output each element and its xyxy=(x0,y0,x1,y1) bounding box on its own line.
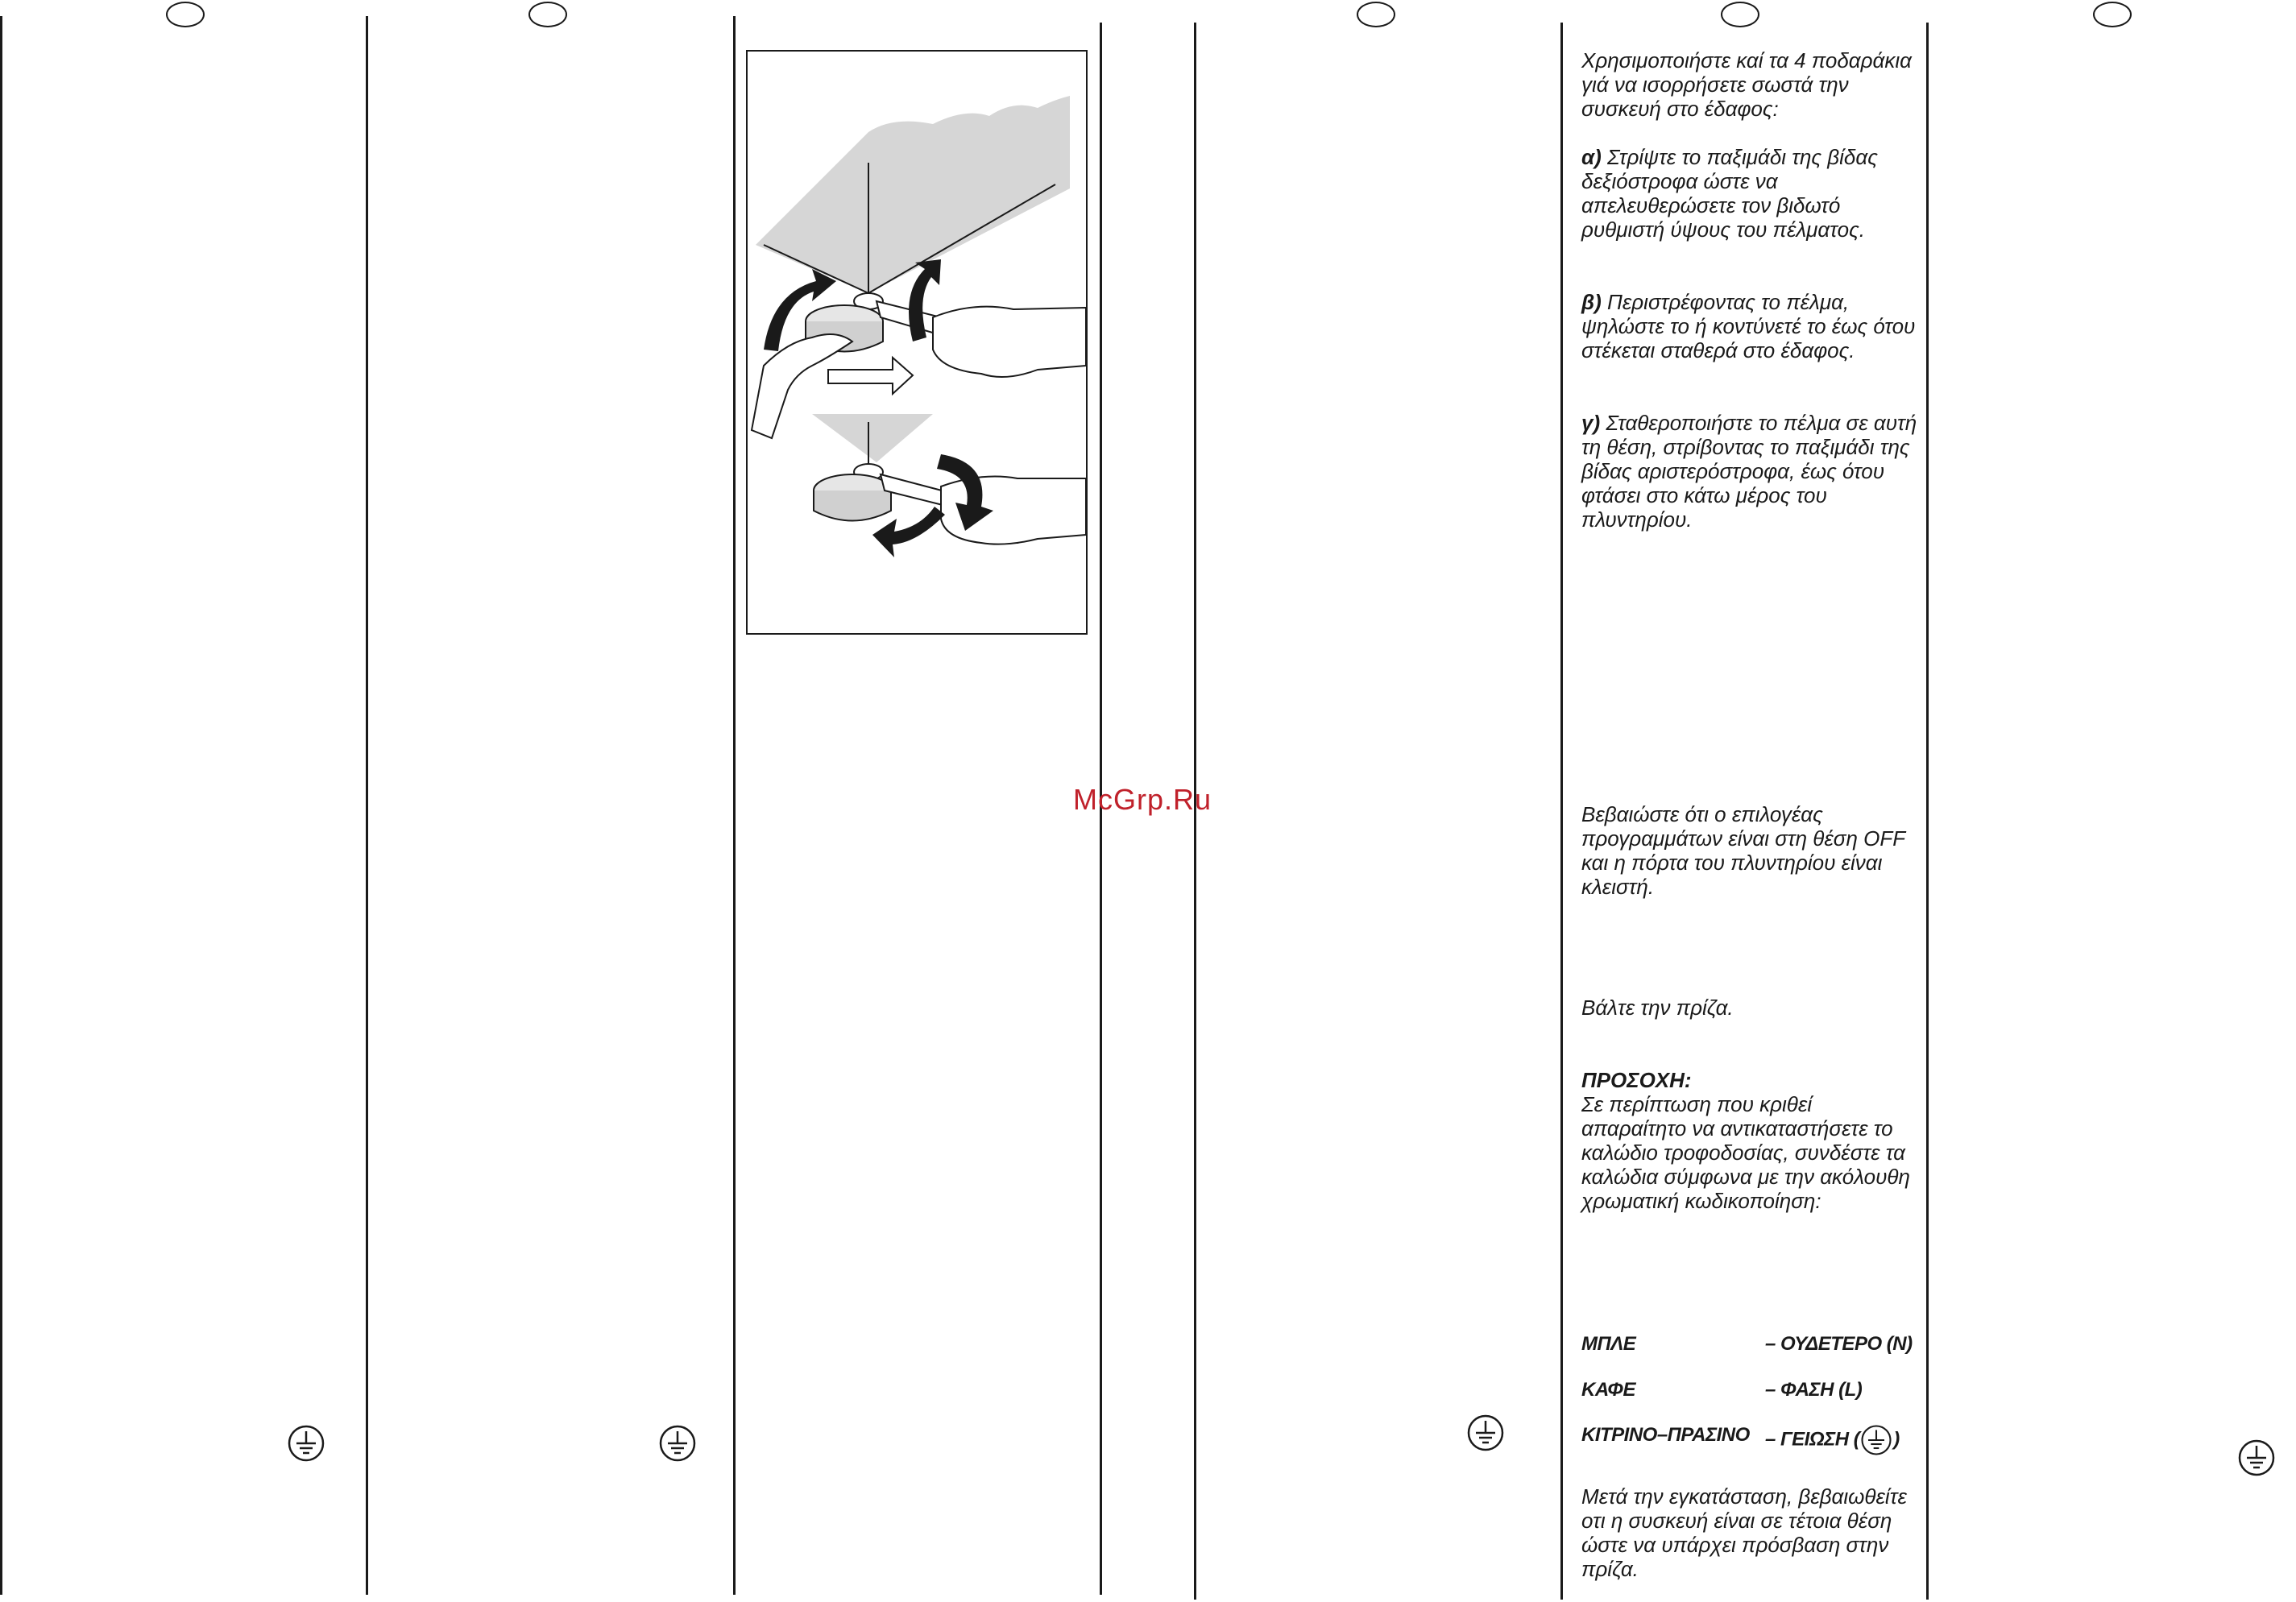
wire-meaning-group xyxy=(1765,1424,1900,1456)
column-divider xyxy=(733,16,736,1595)
after-install-paragraph: Μετά την εγκατάσταση, βεβαιωθείτε οτι η συσκευή είναι σε τέτοια θέση ώστε να υπάρχει πρόσβαση στην πρίζα. xyxy=(1581,1484,1907,1581)
wire-meaning: – ΦΑΣΗ (L) xyxy=(1765,1379,1863,1401)
attention-paragraph: Σε περίπτωση που κριθεί απαραίτητο να αντικαταστήσετε το καλώδιο τροφοδοσίας, συνδέστε τα καλώδια σύμφωνα με την ακόλουθη χρωματική κωδικοποίηση: xyxy=(1581,1092,1910,1213)
leveling-feet-wrench-illustration xyxy=(748,52,1086,633)
language-oval-marker xyxy=(2093,2,2132,27)
wire-color: ΚΑΦΕ xyxy=(1581,1379,1636,1401)
check-off-paragraph: Βεβαιώστε ότι ο επιλογέας προγραμμάτων είναι στη θέση OFF και η πόρτα του πλυντηρίου είναι κλειστή. xyxy=(1581,802,1905,899)
wire-color: ΜΠΛΕ xyxy=(1581,1333,1636,1355)
after-install-block xyxy=(1581,1484,1920,1581)
wiring-row-blue xyxy=(1581,1333,1913,1356)
column-divider xyxy=(366,16,368,1595)
attention-title: ΠΡΟΣΟΧΗ: xyxy=(1581,1068,1692,1092)
instructions-column xyxy=(1581,48,1920,1213)
step-a-paragraph xyxy=(1581,145,1920,242)
step-b-text: Περιστρέφοντας το πέλμα, ψηλώστε το ή κοντύνετέ το έως ότου στέκεται σταθερά στο έδαφος. xyxy=(1581,290,1916,362)
step-b-paragraph xyxy=(1581,290,1920,362)
intro-paragraph: Χρησιμοποιήστε καί τα 4 ποδαράκια γιά να ισορρήσετε σωστά την συσκευή στο έδαφος: xyxy=(1581,48,1912,121)
column-divider xyxy=(0,16,2,1595)
wire-meaning: – ΟΥΔΕΤΕΡΟ (N) xyxy=(1765,1333,1913,1355)
wiring-row-brown xyxy=(1581,1379,1863,1401)
wire-meaning-suffix: ) xyxy=(1893,1428,1900,1451)
column-divider xyxy=(1926,23,1929,1600)
language-oval-marker xyxy=(528,2,567,27)
step-b-label: β) xyxy=(1581,290,1602,314)
earth-ground-icon xyxy=(1860,1424,1892,1456)
wire-color: ΚΙΤΡΙΝΟ–ΠΡΑΣΙΝΟ xyxy=(1581,1424,1750,1446)
wiring-row-yellow-green xyxy=(1581,1424,1900,1451)
column-divider xyxy=(1560,23,1563,1600)
step-c-paragraph xyxy=(1581,411,1920,532)
language-oval-marker xyxy=(1357,2,1395,27)
earth-ground-icon xyxy=(287,1424,325,1463)
language-oval-marker xyxy=(166,2,205,27)
wire-meaning: – ΓΕΙΩΣΗ ( xyxy=(1765,1428,1860,1451)
earth-ground-icon xyxy=(2237,1438,2276,1477)
step-a-text: Στρίψτε το παξιμάδι της βίδας δεξιόστροφα ώστε να απελευθερώσετε τον βιδωτό ρυθμιστή ύψους του πέλματος. xyxy=(1581,145,1878,242)
plug-in-paragraph: Βάλτε την πρίζα. xyxy=(1581,996,1734,1020)
language-oval-marker xyxy=(1721,2,1759,27)
step-c-label: γ) xyxy=(1581,411,1601,435)
earth-ground-icon xyxy=(1466,1414,1505,1452)
step-c-text: Σταθεροποιήστε το πέλμα σε αυτή τη θέση, στρίβοντας το παξιμάδι της βίδας αριστερόστροφα, έως ότου φτάσει στο κάτω μέρος του πλυντηρίου. xyxy=(1581,411,1917,532)
watermark: McGrp.Ru xyxy=(1073,783,1212,816)
step-a-label: α) xyxy=(1581,145,1602,169)
earth-ground-icon xyxy=(658,1424,697,1463)
leveling-feet-figure xyxy=(746,50,1088,635)
